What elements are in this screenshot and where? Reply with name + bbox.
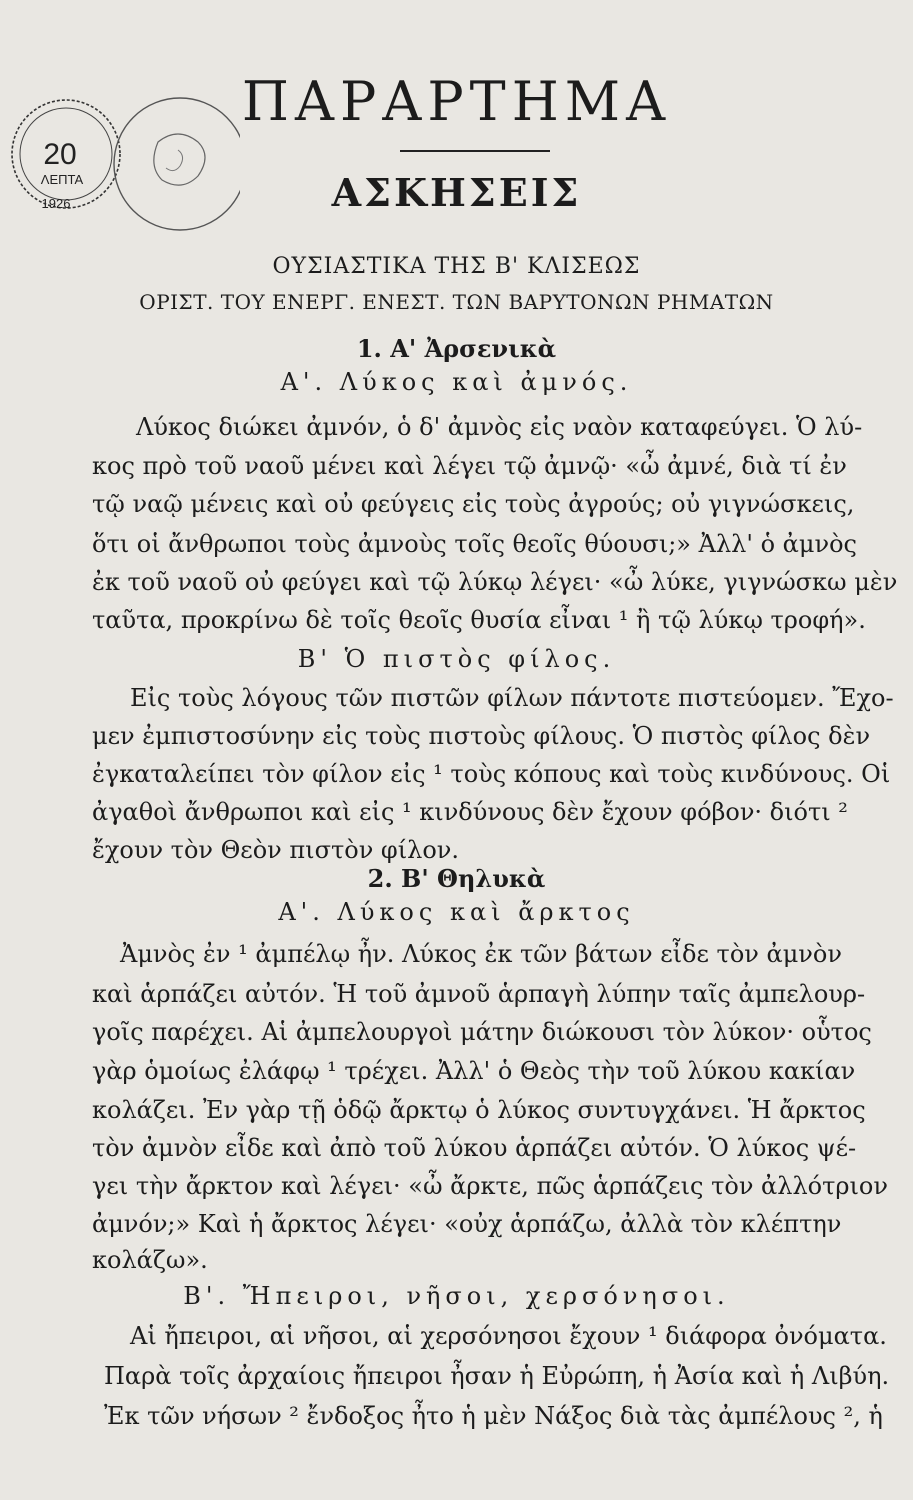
exercises-heading: ΑΣΚΗΣΕΙΣ	[331, 170, 582, 215]
page-title: ΠΑΡΑΡΤΗΜΑ	[241, 70, 672, 133]
text-line: τῷ ναῷ μένεις καὶ οὐ φεύγεις εἰς τοὺς ἀγρούς; οὐ γιγνώσκεις,	[92, 490, 855, 518]
text-line: Εἰς τοὺς λόγους τῶν πιστῶν φίλων πάντοτε πιστεύομεν. Ἔχο-	[130, 684, 894, 712]
section-1-heading: 1. Α' Ἀρσενικὰ	[356, 334, 557, 363]
stamp-unit: ΛΕΠΤΑ	[40, 172, 84, 187]
text-line: Λύκος διώκει ἀμνόν, ὁ δ' ἀμνὸς εἰς ναὸν καταφεύγει. Ὁ λύ-	[136, 413, 863, 441]
text-line: κολάζει. Ἐν γὰρ τῇ ὁδῷ ἄρκτῳ ὁ λύκος συντυγχάνει. Ἡ ἄρκτος	[92, 1096, 866, 1124]
text-line: Αἱ ἤπειροι, αἱ νῆσοι, αἱ χερσόνησοι ἔχουν ¹ διάφορα ὀνόματα.	[130, 1322, 887, 1350]
text-line: ἐγκαταλείπει τὸν φίλον εἰς ¹ τοὺς κόπους καὶ τοὺς κινδύνους. Οἱ	[92, 760, 891, 788]
title-divider	[400, 150, 550, 152]
heading-line-2: ΟΡΙΣΤ. ΤΟΥ ΕΝΕΡΓ. ΕΝΕΣΤ. ΤΩΝ ΒΑΡΥΤΟΝΩΝ ΡΗΜΑΤΩΝ	[139, 290, 774, 314]
stamp-value: 20	[43, 138, 77, 171]
text-line: καὶ ἁρπάζει αὐτόν. Ἡ τοῦ ἀμνοῦ ἁρπαγὴ λύπην ταῖς ἀμπελουρ-	[92, 980, 866, 1008]
story-a-title: Α'. Λύκος καὶ ἀμνός.	[280, 368, 633, 396]
section-2-heading: 2. Β' Θηλυκὰ	[367, 864, 546, 893]
text-line: Ἐκ τῶν νήσων ² ἔνδοξος ἦτο ἡ μὲν Νάξος διὰ τὰς ἀμπέλους ², ἡ	[104, 1402, 883, 1430]
text-line: ἔχουν τὸν Θεὸν πιστὸν φίλον.	[92, 836, 460, 864]
story-b-title: Β' Ὁ πιστὸς φίλος.	[297, 645, 616, 673]
text-line: κος πρὸ τοῦ ναοῦ μένει καὶ λέγει τῷ ἀμνῷ· «ὦ ἀμνέ, διὰ τί ἐν	[92, 452, 847, 480]
text-line: γοῖς παρέχει. Αἱ ἀμπελουργοὶ μάτην διώκουσι τὸν λύκον· οὗτος	[92, 1018, 872, 1046]
story-a-title: Α'. Λύκος καὶ ἄρκτος	[278, 898, 635, 926]
text-line: ταῦτα, προκρίνω δὲ τοῖς θεοῖς θυσία εἶναι ¹ ἢ τῷ λύκῳ τροφή».	[92, 606, 866, 634]
text-line: Ἀμνὸς ἐν ¹ ἀμπέλῳ ἦν. Λύκος ἐκ τῶν βάτων εἶδε τὸν ἀμνὸν	[120, 940, 842, 968]
heading-line-1: ΟΥΣΙΑΣΤΙΚΑ ΤΗΣ Β' ΚΛΙΣΕΩΣ	[272, 254, 641, 279]
text-line: ἀμνόν;» Καὶ ἡ ἄρκτος λέγει· «οὐχ ἁρπάζω, ἀλλὰ τὸν κλέπτην	[92, 1210, 842, 1238]
text-line: τὸν ἀμνὸν εἶδε καὶ ἀπὸ τοῦ λύκου ἁρπάζει αὐτόν. Ὁ λύκος ψέ-	[92, 1134, 857, 1162]
story-b-title: Β'. Ἤπειροι, νῆσοι, χερσόνησοι.	[183, 1282, 730, 1310]
text-line: Παρὰ τοῖς ἀρχαίοις ἤπειροι ἦσαν ἡ Εὐρώπη, ἡ Ἀσία καὶ ἡ Λιβύη.	[104, 1362, 890, 1390]
text-line: γει τὴν ἄρκτον καὶ λέγει· «ὦ ἄρκτε, πῶς ἁρπάζεις τὸν ἀλλότριον	[92, 1172, 888, 1200]
text-line: γὰρ ὁμοίως ἐλάφῳ ¹ τρέχει. Ἀλλ' ὁ Θεὸς τὴν τοῦ λύκου κακίαν	[92, 1057, 856, 1085]
text-line: ἐκ τοῦ ναοῦ οὐ φεύγει καὶ τῷ λύκῳ λέγει· «ὦ λύκε, γιγνώσκω μὲν	[92, 568, 898, 596]
text-line: μεν ἐμπιστοσύνην εἰς τοὺς πιστοὺς φίλους. Ὁ πιστὸς φίλος δὲν	[92, 722, 871, 750]
text-line: ἀγαθοὶ ἄνθρωποι καὶ εἰς ¹ κινδύνους δὲν ἔχουν φόβον· διότι ²	[92, 798, 848, 826]
stamp-year: 1926	[41, 196, 71, 211]
text-line: κολάζω».	[92, 1246, 208, 1274]
text-line: ὅτι οἱ ἄνθρωποι τοὺς ἀμνοὺς τοῖς θεοῖς θύουσι;» Ἀλλ' ὁ ἀμνὸς	[92, 530, 857, 558]
